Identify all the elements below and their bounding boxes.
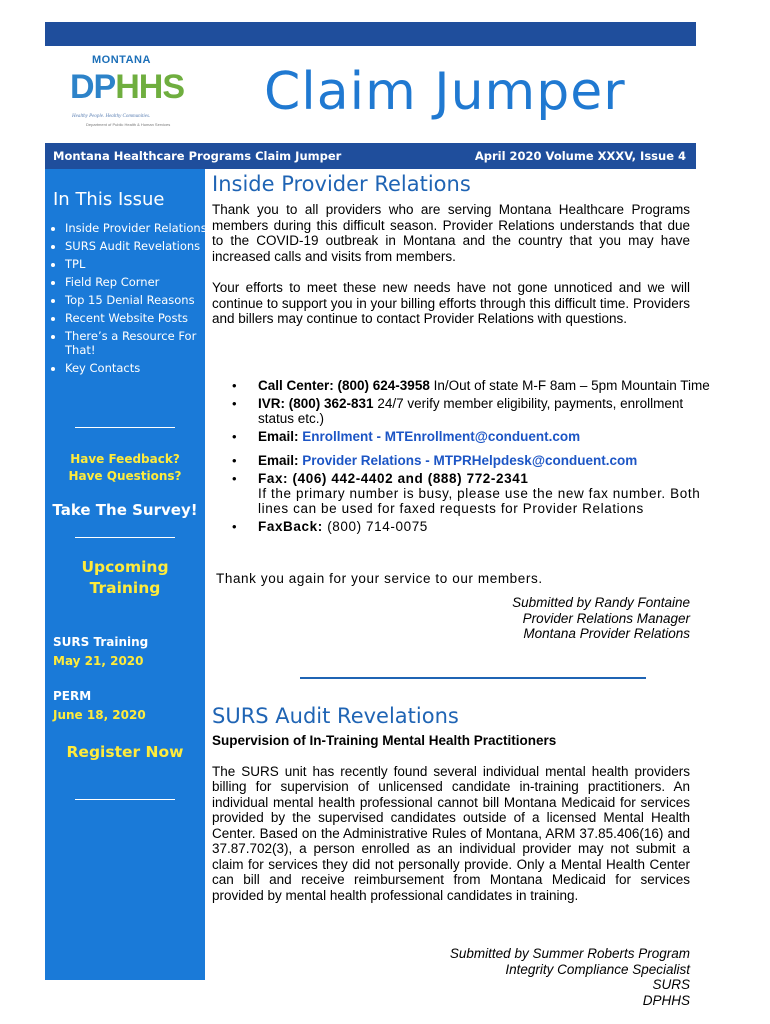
article-provider-relations-body	[212, 202, 690, 327]
feedback-link[interactable]	[45, 451, 205, 485]
article-signature	[400, 595, 690, 642]
training-line: Training	[89, 579, 161, 597]
issue-contents-list	[51, 221, 215, 379]
fax-contact	[258, 471, 718, 516]
upcoming-line: Upcoming	[81, 558, 169, 576]
sidebar-heading: In This Issue	[53, 189, 165, 210]
newsletter-title: Claim Jumper	[264, 62, 626, 122]
contents-item[interactable]: • Top 15 Denial Reasons	[65, 293, 215, 307]
contents-item[interactable]: • SURS Audit Revelations	[65, 239, 215, 253]
provider-relations-email-link[interactable]: Provider Relations - MTPRHelpdesk@conduent.com	[302, 453, 638, 468]
logo-tagline: Healthy People. Healthy Communities.	[72, 114, 151, 119]
event-date: May 21, 2020	[53, 654, 144, 668]
article-signature	[400, 946, 690, 1008]
contact-detail: 24/7 verify member eligibility, payments, enrollment status etc.)	[258, 396, 684, 426]
upcoming-training-heading	[45, 557, 205, 599]
logo-mark-dp: DP	[70, 68, 116, 106]
contents-item[interactable]: • Inside Provider Relations	[65, 221, 215, 235]
signature-line: Provider Relations Manager	[522, 610, 690, 626]
event-name: SURS Training	[53, 635, 149, 649]
surs-training-event	[53, 633, 148, 671]
contact-label: Call Center: (800) 624-3958	[258, 378, 430, 393]
sidebar-divider	[75, 537, 175, 538]
contact-label: FaxBack:	[258, 519, 323, 534]
sidebar	[45, 169, 205, 980]
perm-training-event	[53, 687, 146, 725]
contents-item[interactable]: • There’s a Resource For That!	[65, 329, 215, 357]
questions-line: Have Questions?	[68, 469, 182, 483]
section-divider	[300, 677, 646, 685]
logo-mark-hhs: HHS	[115, 68, 185, 106]
top-banner-bar	[45, 22, 696, 46]
contact-detail: If the primary number is busy, please use the new fax number. Both lines can be used for faxed requests for Provider Relations	[258, 486, 701, 516]
signature-line: SURS	[652, 977, 690, 992]
article-subheading: Supervision of In-Training Mental Health Practitioners	[212, 733, 557, 748]
thank-you-line: Thank you again for your service to our members.	[216, 571, 543, 586]
contact-label: Email:	[258, 429, 303, 444]
contents-item[interactable]: • Key Contacts	[65, 361, 215, 375]
sidebar-divider	[75, 799, 175, 800]
enrollment-email-contact	[258, 429, 718, 444]
register-now-link[interactable]: Register Now	[66, 743, 184, 761]
signature-line: Submitted by Randy Fontaine	[512, 595, 690, 610]
event-date: June 18, 2020	[53, 708, 146, 722]
signature-line: Integrity Compliance Specialist	[505, 961, 690, 977]
contact-detail: In/Out of state M-F 8am – 5pm Mountain Time	[429, 378, 710, 393]
logo-state-text: MONTANA	[92, 54, 151, 66]
event-name: PERM	[53, 689, 92, 703]
publication-name: Montana Healthcare Programs Claim Jumper	[53, 149, 342, 163]
contact-list	[230, 378, 718, 537]
paragraph: Your efforts to meet these new needs have not gone unnoticed and we will continue to support you in your billing efforts through this difficult time. Providers and billers may continue to contact Provider Relations with questions.	[212, 280, 690, 326]
signature-line: DPHHS	[642, 992, 690, 1008]
logo-department: Department of Public Health & Human Services	[86, 122, 171, 127]
article-heading-provider-relations: Inside Provider Relations	[212, 172, 471, 196]
signature-line: Montana Provider Relations	[523, 626, 690, 641]
ivr-contact	[258, 396, 718, 426]
dphhs-logo	[62, 52, 190, 132]
contact-label: Email:	[258, 453, 303, 468]
feedback-line: Have Feedback?	[70, 452, 180, 466]
contents-item[interactable]: • Recent Website Posts	[65, 311, 215, 325]
contents-item[interactable]: • TPL	[65, 257, 215, 271]
provider-relations-email-contact	[258, 453, 718, 468]
contact-label: Fax: (406) 442-4402 and (888) 772-2341	[258, 471, 529, 486]
paragraph: Thank you to all providers who are serving Montana Healthcare Programs members during this difficult season. Provider Relations understands that due to the COVID-19 outbreak in Montana and the country that you may have increased calls and visits from members.	[212, 202, 690, 264]
article-heading-surs: SURS Audit Revelations	[212, 704, 459, 728]
issue-bar	[45, 143, 696, 169]
survey-link[interactable]: Take The Survey!	[52, 501, 198, 519]
contact-label: IVR: (800) 362-831	[258, 396, 374, 411]
paragraph: The SURS unit has recently found several individual mental health providers billing for supervision of unlicensed candidate in-training practitioners. An individual mental health professional cannot bill Montana Medicaid for services provided by the supervised candidates outside of a licensed Mental Health Center. Based on the Administrative Rules of Montana, ARM 37.85.406(16) and 37.87.702(3), a person enrolled as an individual provider may not submit a claim for services they did not personally provide. Only a Mental Health Center can bill and receive reimbursement from Montana Medicaid for services provided by mental health professional candidates in training.	[212, 763, 690, 903]
signature-line: Submitted by Summer Roberts Program	[449, 946, 690, 961]
contents-item[interactable]: • Field Rep Corner	[65, 275, 215, 289]
contact-detail: (800) 714-0075	[322, 519, 428, 534]
sidebar-divider	[75, 427, 175, 428]
logo-mark	[70, 68, 184, 107]
enrollment-email-link[interactable]: Enrollment - MTEnrollment@conduent.com	[302, 429, 581, 444]
article-surs-body	[212, 733, 690, 903]
call-center-contact	[258, 378, 718, 393]
issue-date: April 2020 Volume XXXV, Issue 4	[474, 149, 686, 163]
faxback-contact	[258, 519, 718, 534]
